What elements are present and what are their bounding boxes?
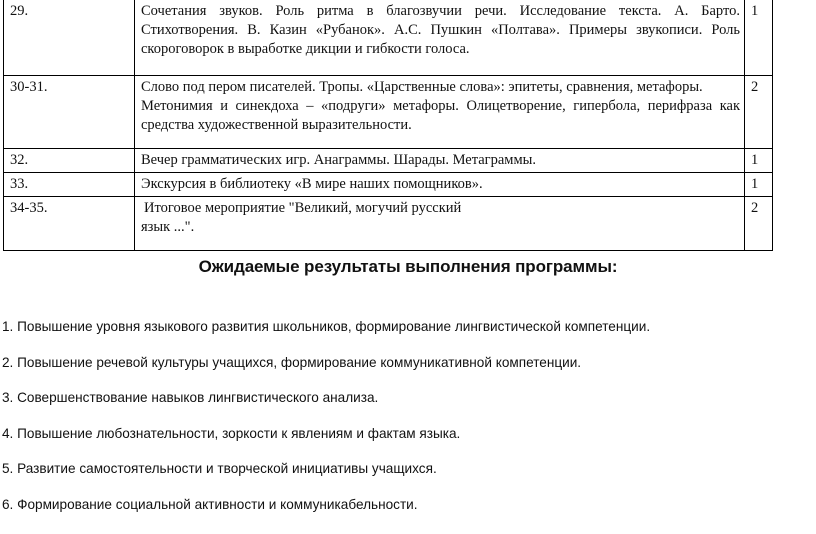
lesson-hours: 2: [745, 197, 773, 251]
lesson-topic: [135, 173, 745, 197]
topic-line: Итоговое мероприятие "Великий, могучий русский: [144, 200, 462, 216]
table-row: [4, 149, 773, 173]
list-item: 3. Совершенствование навыков лингвистического анализа.: [2, 390, 379, 406]
lesson-hours: 1: [745, 0, 773, 76]
list-item: 2. Повышение речевой культуры учащихся, формирование коммуникативной компетенции.: [2, 354, 582, 370]
topic-paragraph: Слово под пером писателей. Тропы. «Царственные слова»: эпитеты, сравнения, метафоры.: [141, 79, 703, 95]
list-item: 6. Формирование социальной активности и коммуникабельности.: [2, 496, 418, 512]
lesson-number: 34-35.: [4, 197, 135, 251]
topic-paragraph: Экскурсия в библиотеку «В мире наших помощников».: [141, 176, 483, 192]
curriculum-table: [3, 0, 773, 251]
results-list: [2, 318, 814, 532]
lesson-number: 33.: [4, 173, 135, 197]
lesson-hours: 1: [745, 149, 773, 173]
topic-line: язык ...".: [141, 219, 195, 235]
lesson-hours: 2: [745, 76, 773, 149]
topic-paragraph: Сочетания звуков. Роль ритма в благозвучии речи. Исследование текста. А. Барто. Стихотворения. В. Казин «Рубанок». А.С. Пушкин «Полтава». Примеры звукописи. Роль скороговорок в выработке дикции и гибкости голоса.: [141, 3, 740, 57]
list-item: 1. Повышение уровня языкового развития школьников, формирование лингвистической компетенции.: [2, 319, 651, 334]
table-row: [4, 173, 773, 197]
lesson-number: 32.: [4, 149, 135, 173]
lesson-topic: [135, 0, 745, 76]
results-heading: Ожидаемые результаты выполнения программы:: [198, 257, 618, 276]
topic-paragraph: Вечер грамматических игр. Анаграммы. Шарады. Метаграммы.: [141, 152, 537, 168]
table-row: [4, 197, 773, 251]
lesson-hours: 1: [745, 173, 773, 197]
lesson-topic: [135, 149, 745, 173]
lesson-number: 29.: [4, 0, 135, 76]
lesson-topic: [135, 76, 745, 149]
list-item: 5. Развитие самостоятельности и творческой инициативы учащихся.: [2, 461, 437, 477]
table-row: [4, 0, 773, 76]
list-item: 4. Повышение любознательности, зоркости к явлениям и фактам языка.: [2, 425, 461, 441]
topic-paragraph: Метонимия и синекдоха – «подруги» метафоры. Олицетворение, гипербола, перифраза как средства художественной выразительности.: [141, 98, 740, 133]
lesson-topic: [135, 197, 745, 251]
table-row: [4, 76, 773, 149]
lesson-number: 30-31.: [4, 76, 135, 149]
